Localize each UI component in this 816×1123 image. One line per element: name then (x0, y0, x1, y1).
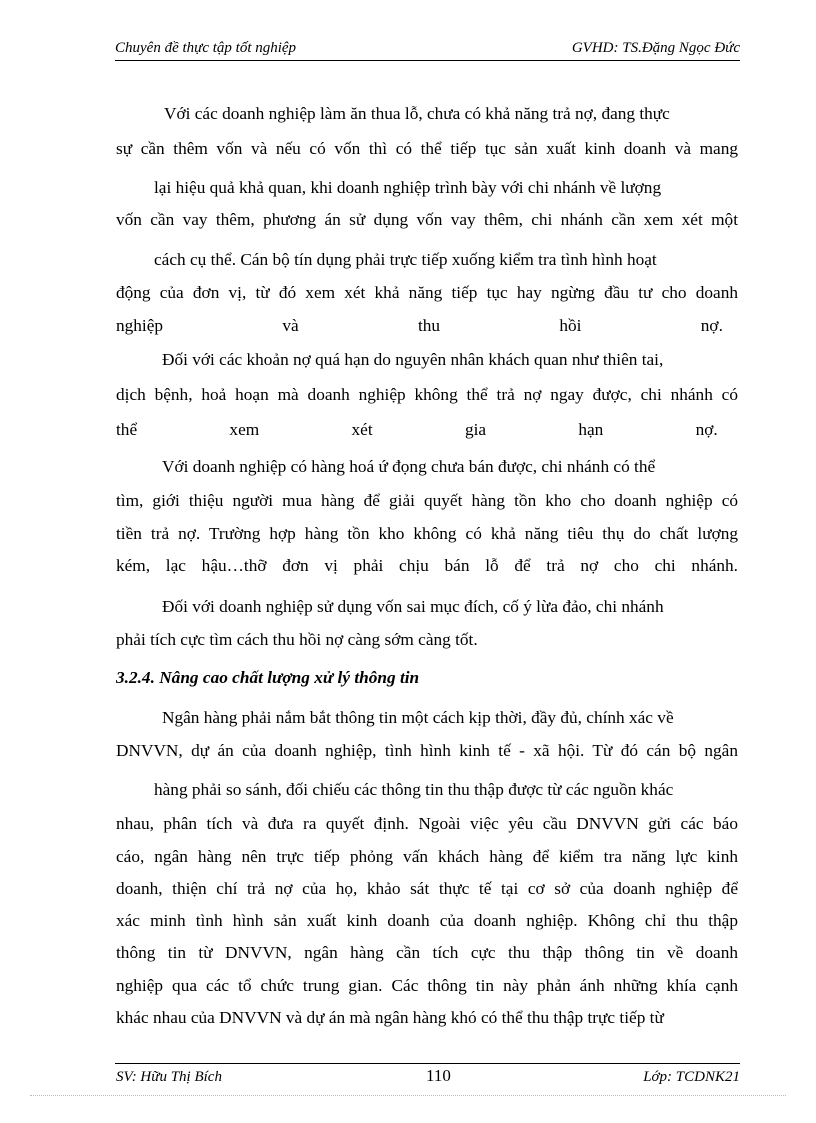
text-line: dịch bệnh, hoả hoạn mà doanh nghiệp không thể trả nợ ngay được, chi nhánh có (116, 385, 738, 404)
text-line: DNVVN, dự án của doanh nghiệp, tình hình kinh tế - xã hội. Từ đó cán bộ ngân (116, 741, 738, 760)
page-header (115, 38, 740, 61)
text-line: Đối với các khoản nợ quá hạn do nguyên nhân khách quan như thiên tai, (162, 350, 664, 369)
text-line: nghiệp và thu hồi nợ. (116, 316, 723, 335)
text-line: thể xem xét gia hạn nợ. (116, 420, 718, 439)
text-line: xác minh tình hình sản xuất kinh doanh của doanh nghiệp. Không chỉ thu thập (116, 911, 738, 930)
text-line: Ngân hàng phải nắm bắt thông tin một cách kịp thời, đầy đủ, chính xác về (162, 708, 674, 727)
text-line: khác nhau của DNVVN và dự án mà ngân hàng khó có thể thu thập trực tiếp từ (116, 1008, 664, 1027)
footer-student: SV: Hữu Thị Bích (116, 1069, 222, 1085)
text-line: lại hiệu quả khả quan, khi doanh nghiệp trình bày với chi nhánh về lượng (154, 178, 662, 197)
text-line: hàng phải so sánh, đối chiếu các thông tin thu thập được từ các nguồn khác (154, 780, 674, 799)
text-line: cách cụ thể. Cán bộ tín dụng phải trực tiếp xuống kiểm tra tình hình hoạt (154, 250, 657, 269)
page-boundary (30, 1095, 786, 1096)
text-line: nghiệp qua các tổ chức trung gian. Các thông tin này phản ánh những khía cạnh (116, 976, 738, 995)
text-line: sự cần thêm vốn và nếu có vốn thì có thể tiếp tục sản xuất kinh doanh và mang (116, 139, 738, 158)
text-line: phải tích cực tìm cách thu hồi nợ càng sớm càng tốt. (116, 630, 478, 649)
text-line: động của đơn vị, từ đó xem xét khả năng tiếp tục hay ngừng đầu tư cho doanh (116, 283, 738, 302)
header-advisor: GVHD: TS.Đặng Ngọc Đức (571, 40, 740, 56)
text-line: tiền trả nợ. Trường hợp hàng tồn kho không có khả năng tiêu thụ do chất lượng (116, 524, 738, 543)
text-line: Với các doanh nghiệp làm ăn thua lỗ, chưa có khả năng trả nợ, đang thực (164, 104, 670, 123)
footer-class: Lớp: TCDNK21 (643, 1069, 740, 1085)
text-line: Đối với doanh nghiệp sử dụng vốn sai mục đích, cố ý lừa đảo, chi nhánh (162, 597, 664, 616)
text-line: Với doanh nghiệp có hàng hoá ứ đọng chưa bán được, chi nhánh có thể (162, 457, 656, 476)
section-heading: 3.2.4. Nâng cao chất lượng xử lý thông tin (116, 668, 420, 687)
text-line: vốn cần vay thêm, phương án sử dụng vốn vay thêm, chi nhánh cần xem xét một (116, 210, 738, 229)
text-line: doanh, thiện chí trả nợ của họ, khảo sát thực tế tại cơ sở của doanh nghiệp để (116, 879, 738, 898)
footer-rule (115, 1063, 740, 1064)
text-line: kém, lạc hậu…thỡ đơn vị phải chịu bán lỗ để trả nợ cho chi nhánh. (116, 556, 738, 575)
text-line: thông tin từ DNVVN, ngân hàng cần tích cực thu thập thông tin về doanh (116, 943, 738, 962)
text-line: tìm, giới thiệu người mua hàng để giải quyết hàng tồn kho cho doanh nghiệp có (116, 491, 738, 510)
text-line: cáo, ngân hàng nên trực tiếp phỏng vấn khách hàng để kiểm tra năng lực kinh (116, 847, 738, 866)
header-title: Chuyên đề thực tập tốt nghiệp (115, 40, 297, 56)
page-number: 110 (426, 1066, 451, 1085)
text-line: nhau, phân tích và đưa ra quyết định. Ngoài việc yêu cầu DNVVN gửi các báo (116, 814, 738, 833)
